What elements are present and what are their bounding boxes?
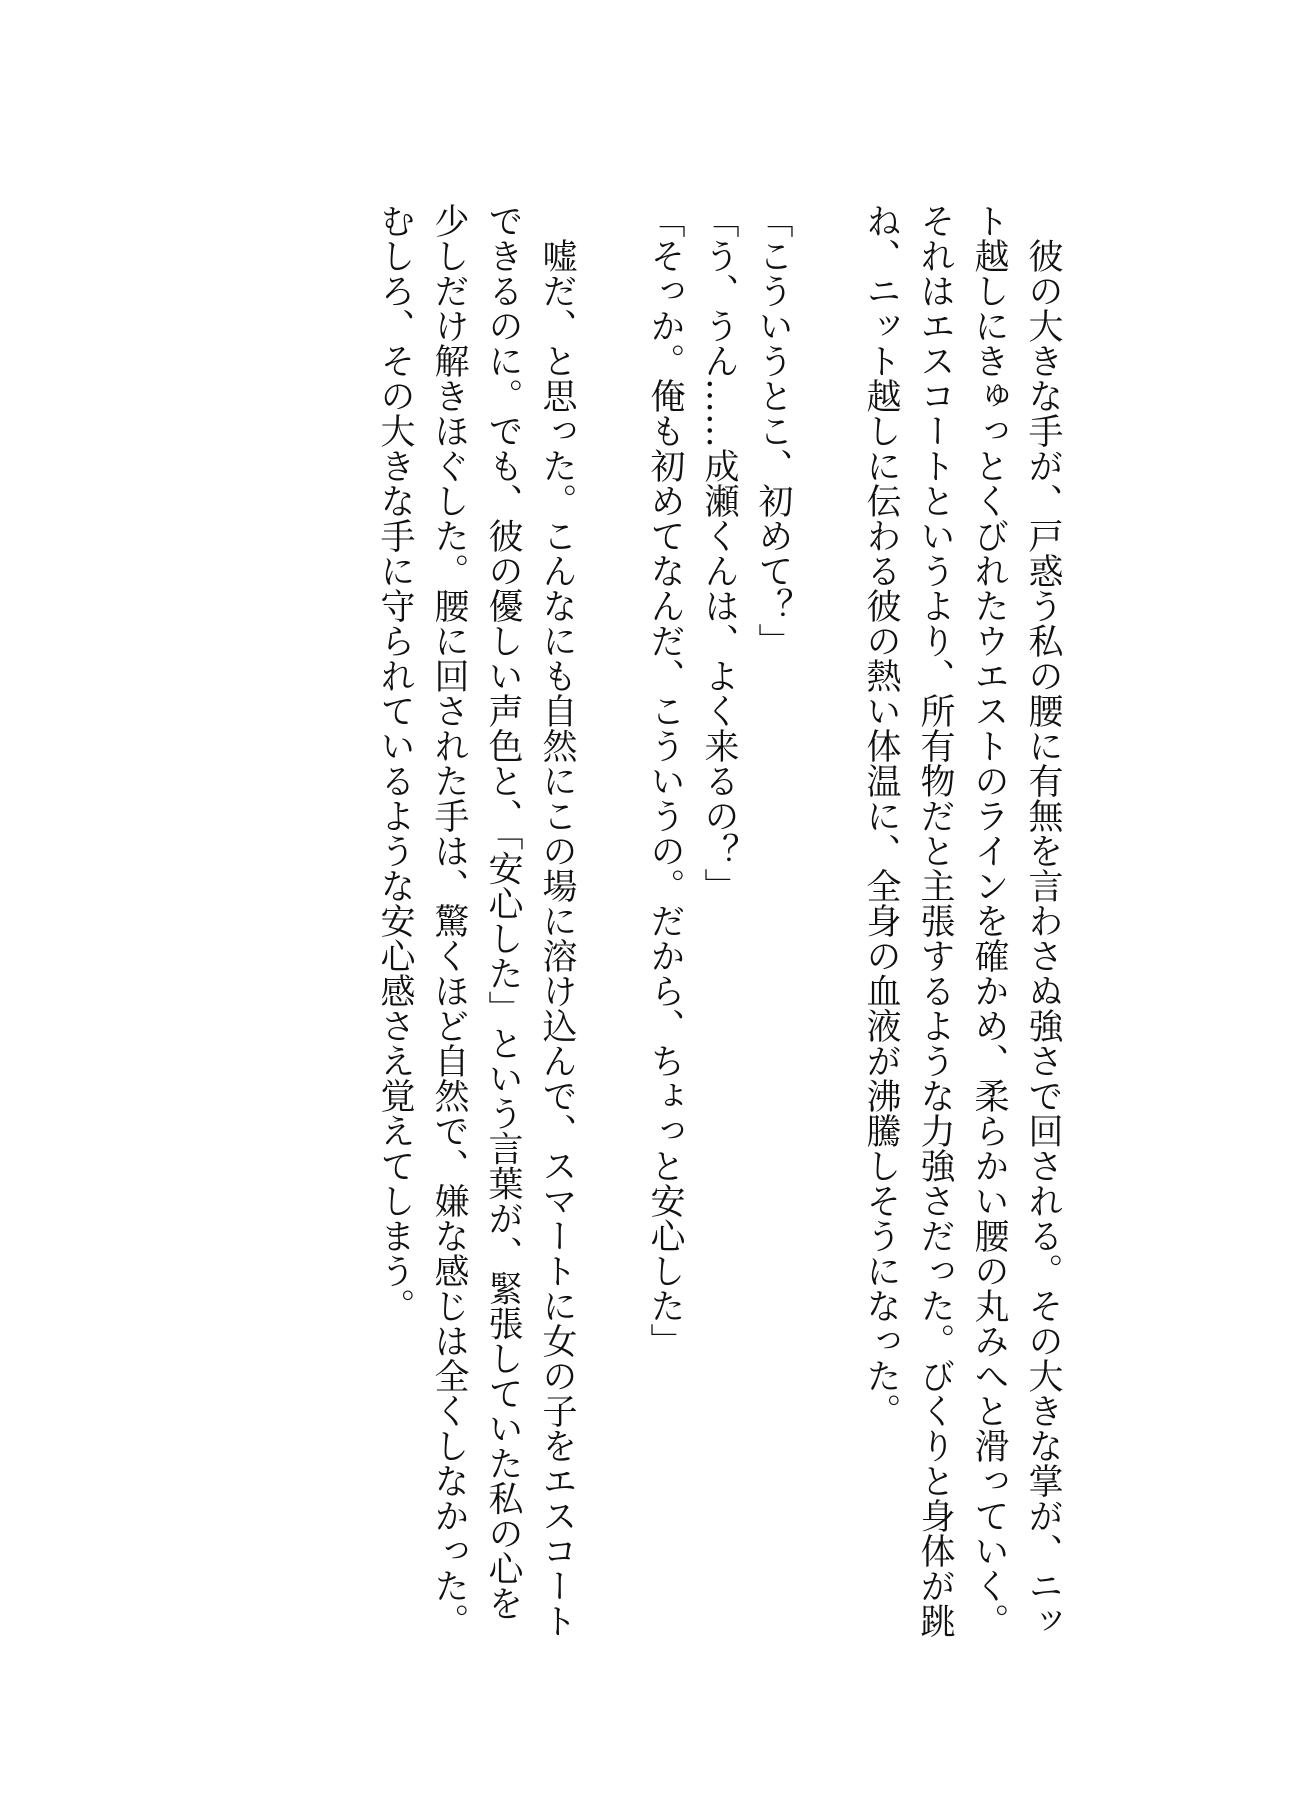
paragraph-1: 彼の大きな手が、戸惑う私の腰に有無を言わさぬ強さで回される。その大きな掌が、ニット越しにきゅっとくびれたウエストのラインを確かめ、柔らかい腰の丸みへと滑っていく。それはエスコートというより、所有物だと主張するような力強さだった。びくりと身体が跳ね、ニット越しに伝わる彼の熱い体温に、全身の血液が沸騰しそうになった。	[861, 203, 1063, 1638]
blank-line	[800, 203, 854, 1653]
paragraph-2: 嘘だ、と思った。こんなにも自然にこの場に溶け込んで、スマートに女の子をエスコートできるのに。でも、彼の優しい声色と、「安心した」という言葉が、緊張していた私の心を少しだけ解きほぐした。腰に回された手は、驚くほど自然で、嫌な感じは全くしなかった。むしろ、その大きな手に守られているような安心感さえ覚えてしまう。	[375, 203, 577, 1638]
dialogue-2: 「う、うん……成瀬くんは、よく来るの？」	[699, 203, 739, 903]
dialogue-3: 「そっか。俺も初めてなんだ、こういうの。だから、ちょっと安心した」	[645, 203, 685, 1358]
vertical-text-body	[368, 203, 1070, 1653]
dialogue-1: 「こういうとこ、初めて？」	[753, 203, 793, 658]
blank-line	[584, 203, 638, 1653]
